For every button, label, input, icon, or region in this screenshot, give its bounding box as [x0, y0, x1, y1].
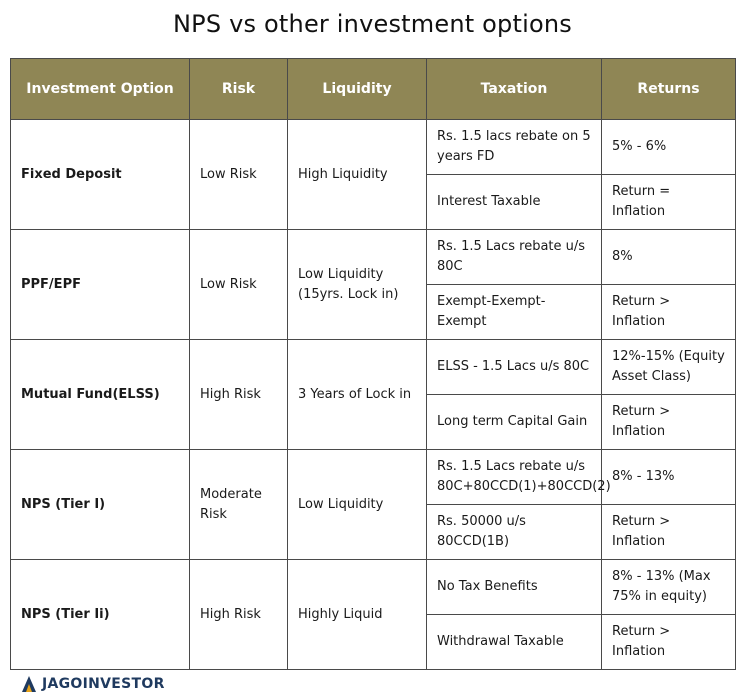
logo-text: JAGOINVESTOR — [42, 676, 165, 692]
returns-cell: Return > Inflation — [602, 505, 736, 560]
header-returns: Returns — [602, 59, 736, 120]
liquidity-cell: Low Liquidity — [288, 450, 427, 560]
taxation-cell: Interest Taxable — [427, 175, 602, 230]
header-taxation: Taxation — [427, 59, 602, 120]
returns-cell: 5% - 6% — [602, 120, 736, 175]
jagoinvestor-logo-icon — [22, 676, 36, 692]
returns-cell: 12%-15% (Equity Asset Class) — [602, 340, 736, 395]
returns-cell: Return = Inflation — [602, 175, 736, 230]
table-header-row — [11, 59, 736, 120]
taxation-cell: Rs. 1.5 Lacs rebate u/s 80C+80CCD(1)+80CCD(2) — [427, 450, 602, 505]
risk-cell: High Risk — [190, 340, 288, 450]
taxation-cell: Withdrawal Taxable — [427, 615, 602, 670]
investment-option-cell: Fixed Deposit — [11, 120, 190, 230]
taxation-cell: Long term Capital Gain — [427, 395, 602, 450]
table-row — [11, 450, 736, 505]
jagoinvestor-logo — [22, 674, 165, 694]
returns-cell: Return > Inflation — [602, 615, 736, 670]
liquidity-cell: 3 Years of Lock in — [288, 340, 427, 450]
returns-cell: 8% - 13% (Max 75% in equity) — [602, 560, 736, 615]
table-row — [11, 120, 736, 175]
risk-cell: High Risk — [190, 560, 288, 670]
investment-option-cell: PPF/EPF — [11, 230, 190, 340]
investment-option-cell: Mutual Fund(ELSS) — [11, 340, 190, 450]
header-liquidity: Liquidity — [288, 59, 427, 120]
investment-option-cell: NPS (Tier I) — [11, 450, 190, 560]
returns-cell: 8% — [602, 230, 736, 285]
table-row — [11, 340, 736, 395]
page-title: NPS vs other investment options — [173, 10, 572, 38]
taxation-cell: ELSS - 1.5 Lacs u/s 80C — [427, 340, 602, 395]
taxation-cell: Rs. 1.5 Lacs rebate u/s 80C — [427, 230, 602, 285]
table-row — [11, 230, 736, 285]
returns-cell: Return > Inflation — [602, 285, 736, 340]
taxation-cell: Rs. 1.5 lacs rebate on 5 years FD — [427, 120, 602, 175]
taxation-cell: Exempt-Exempt-Exempt — [427, 285, 602, 340]
investment-option-cell: NPS (Tier Ii) — [11, 560, 190, 670]
taxation-cell: No Tax Benefits — [427, 560, 602, 615]
returns-cell: Return > Inflation — [602, 395, 736, 450]
table-row — [11, 560, 736, 615]
taxation-cell: Rs. 50000 u/s 80CCD(1B) — [427, 505, 602, 560]
header-investment-option: Investment Option — [11, 59, 190, 120]
returns-cell: 8% - 13% — [602, 450, 736, 505]
liquidity-cell: High Liquidity — [288, 120, 427, 230]
risk-cell: Low Risk — [190, 230, 288, 340]
liquidity-cell: Low Liquidity (15yrs. Lock in) — [288, 230, 427, 340]
risk-cell: Moderate Risk — [190, 450, 288, 560]
liquidity-cell: Highly Liquid — [288, 560, 427, 670]
comparison-table — [10, 58, 736, 670]
header-risk: Risk — [190, 59, 288, 120]
risk-cell: Low Risk — [190, 120, 288, 230]
